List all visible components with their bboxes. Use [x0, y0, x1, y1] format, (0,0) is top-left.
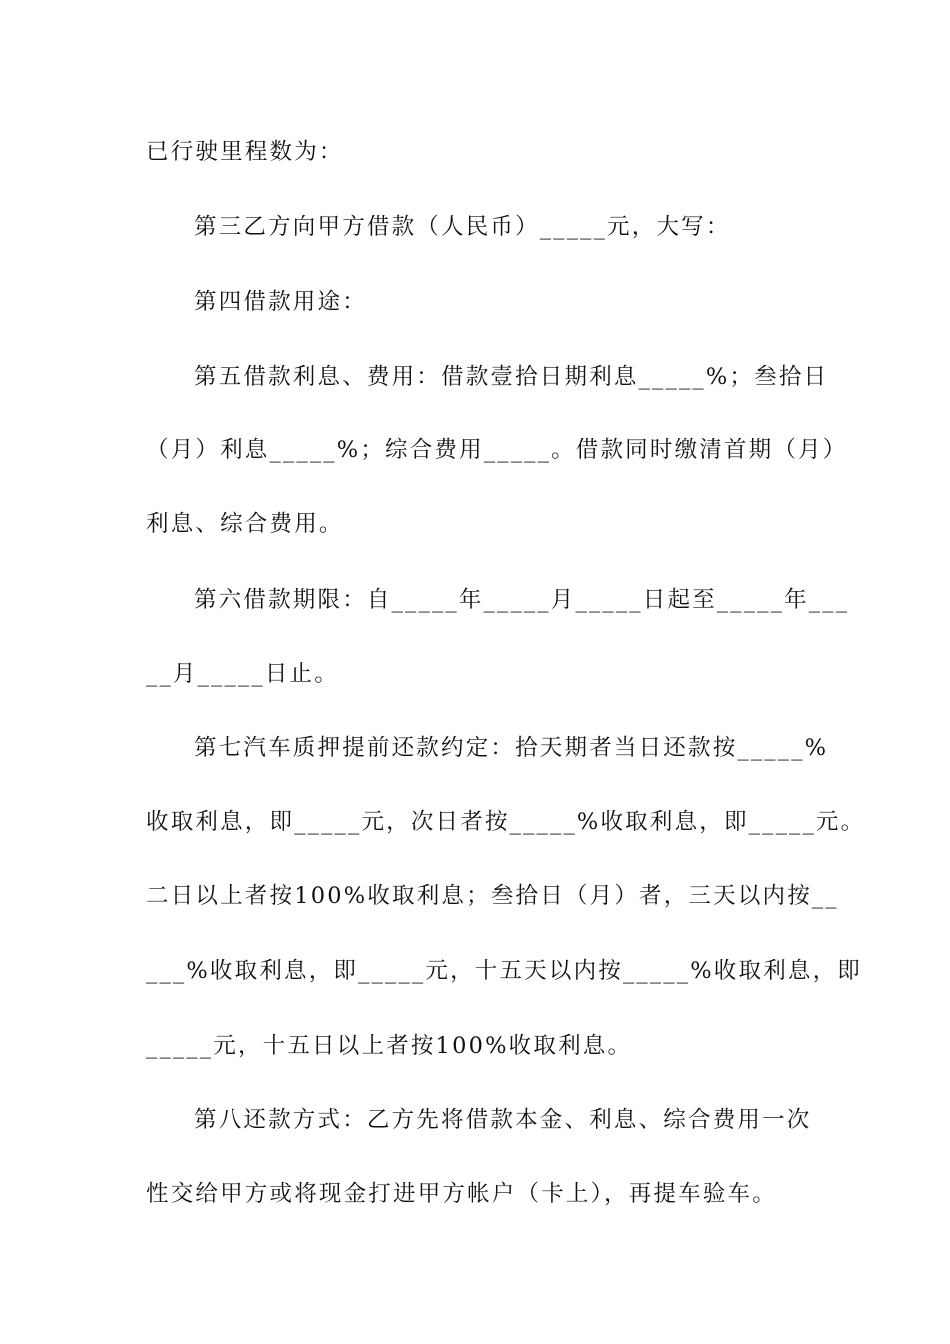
clause-6-continued: __月_____日止。	[146, 661, 339, 687]
clause-5-interest-fees: 第五借款利息、费用：借款壹拾日期利息_____%；叁拾日	[194, 364, 829, 390]
clause-7-continued-3: ___%收取利息，即_____元，十五天以内按_____%收取利息，即	[146, 958, 863, 984]
clause-5-continued-1: （月）利息_____%；综合费用_____。借款同时缴清首期（月）	[146, 437, 848, 463]
text-line-mileage: 已行驶里程数为：	[146, 139, 344, 165]
clause-8-repayment-method: 第八还款方式：乙方先将借款本金、利息、综合费用一次	[194, 1107, 812, 1133]
clause-7-early-repayment: 第七汽车质押提前还款约定：拾天期者当日还款按_____%	[194, 735, 829, 761]
clause-4-loan-purpose: 第四借款用途：	[194, 289, 367, 315]
clause-7-continued-2: 二日以上者按100%收取利息；叁拾日（月）者，三天以内按__	[146, 883, 839, 909]
clause-7-continued-1: 收取利息，即_____元，次日者按_____%收取利息，即_____元。	[146, 809, 866, 835]
clause-5-continued-2: 利息、综合费用。	[146, 511, 344, 537]
clause-3-loan-amount: 第三乙方向甲方借款（人民币）_____元，大写：	[194, 214, 731, 240]
clause-7-continued-4: _____元，十五日以上者按100%收取利息。	[146, 1033, 633, 1059]
clause-8-continued: 性交给甲方或将现金打进甲方帐户（卡上），再提车验车。	[146, 1181, 777, 1207]
clause-6-loan-term: 第六借款期限：自_____年_____月_____日起至_____年___	[194, 587, 850, 613]
